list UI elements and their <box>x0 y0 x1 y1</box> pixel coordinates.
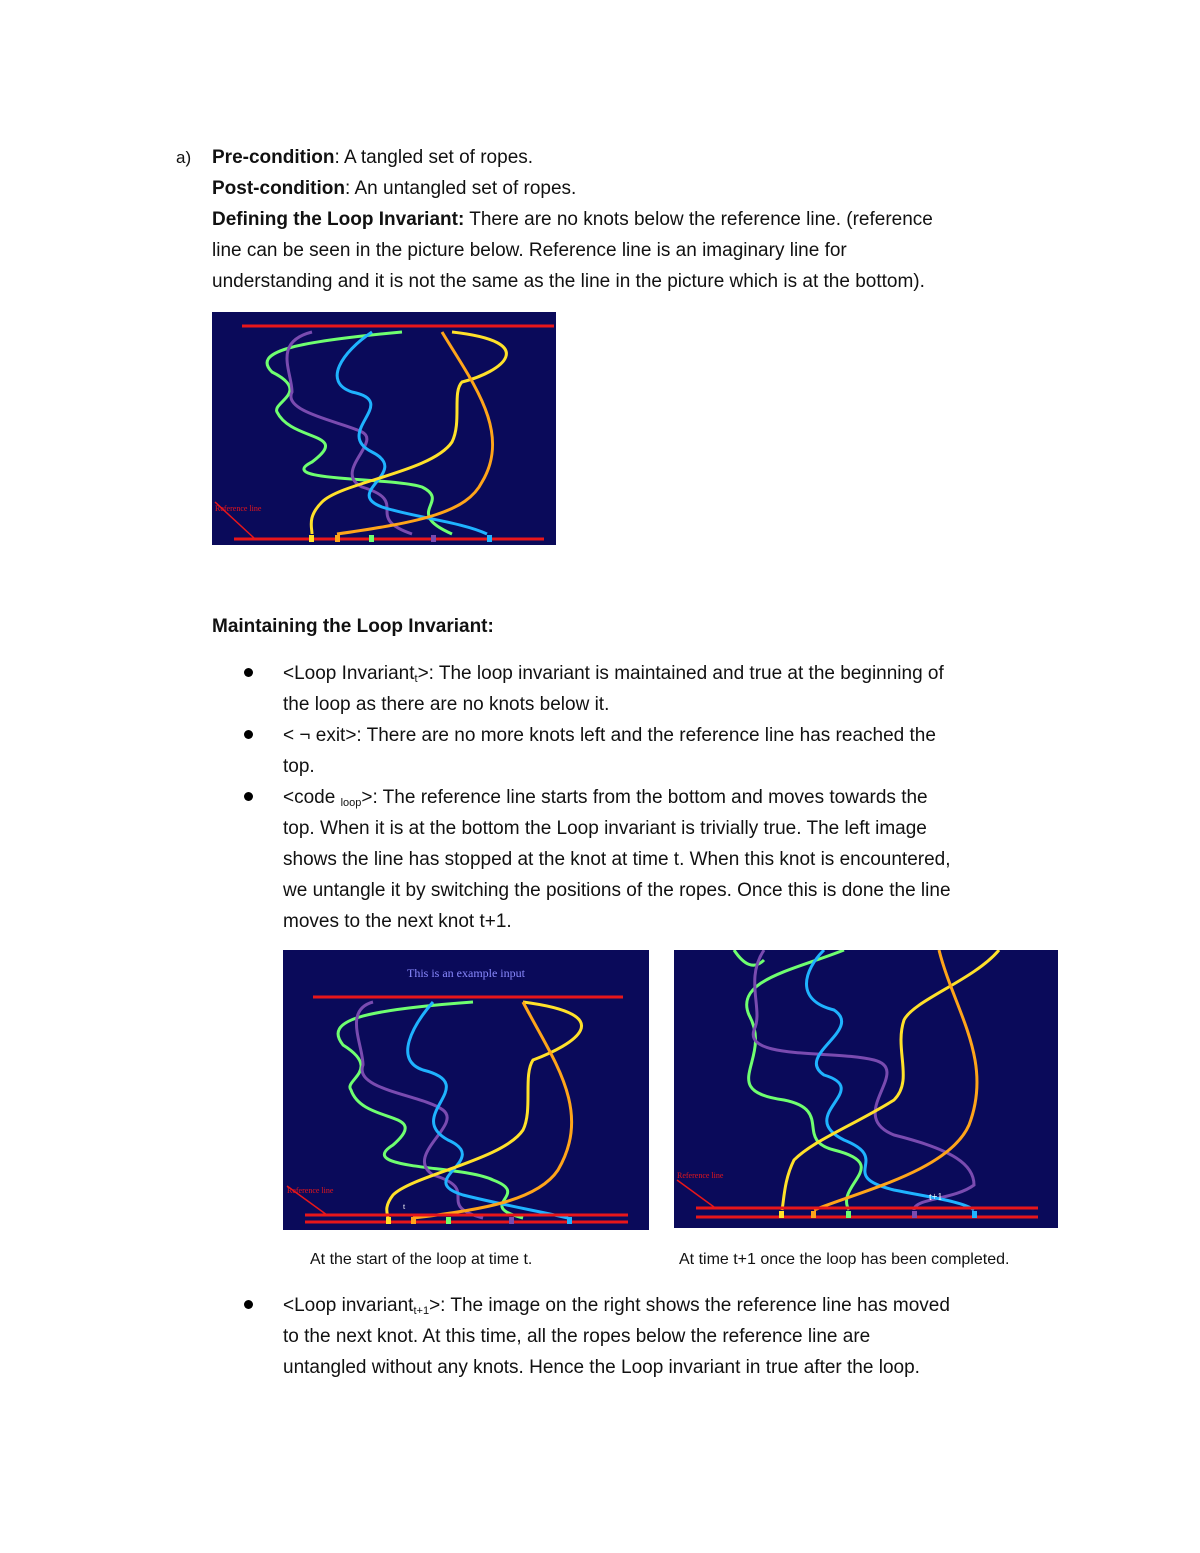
green-rope <box>338 1002 523 1218</box>
bullet-3-open: <code <box>283 787 341 808</box>
bullet-3-rest: >: The reference line starts from the bottom and moves towards the <box>361 787 928 808</box>
rope-diagram <box>283 950 649 1230</box>
green-anchor <box>846 1211 851 1218</box>
bullet-1-sub: t <box>414 673 418 685</box>
bullet-4-line-1 <box>283 1290 950 1321</box>
bullet-4-line-2: to the next knot. At this time, all the ropes below the reference line are <box>283 1326 871 1347</box>
bullet-dot <box>244 1300 253 1309</box>
orange-anchor <box>411 1217 416 1224</box>
bullet-1-rest: >: The loop invariant is maintained and true at the beginning of <box>417 663 944 684</box>
bullet-1-open: <Loop Invariant <box>283 663 415 684</box>
figure-title: This is an example input <box>407 966 525 980</box>
reference-line-label: Reference line <box>287 1186 334 1195</box>
yellow-anchor <box>779 1211 784 1218</box>
rope-figure-time-t <box>283 950 649 1230</box>
time-label: t+1 <box>929 1192 943 1203</box>
definition-text-3: understanding and it is not the same as the line in the picture which is at the bottom). <box>212 271 925 292</box>
definition-text-1: There are no knots below the reference line. (reference <box>464 209 933 230</box>
maintaining-heading: Maintaining the Loop Invariant: <box>212 616 494 637</box>
rope-figure-time-t-plus-1 <box>674 950 1058 1228</box>
label-pointer <box>677 1180 714 1207</box>
rope-figure-reference <box>212 312 556 545</box>
bullet-2-line-1: < ¬ exit>: There are no more knots left and the reference line has reached the <box>283 725 936 746</box>
caption-time-t: At the start of the loop at time t. <box>310 1251 533 1268</box>
yellow-rope <box>387 1002 582 1218</box>
yellow-anchor <box>309 535 314 542</box>
precondition-line <box>212 142 533 173</box>
orange-anchor <box>335 535 340 542</box>
caption-time-t-plus-1: At time t+1 once the loop has been completed. <box>679 1251 1010 1268</box>
bullet-4-line-3: untangled without any knots. Hence the Loop invariant in true after the loop. <box>283 1357 920 1378</box>
green-rope <box>734 950 861 1210</box>
orange-anchor <box>811 1211 816 1218</box>
bullet-1-line-2: the loop as there are no knots below it. <box>283 694 610 715</box>
reference-line-label: Reference line <box>215 504 262 513</box>
postcondition-label: Post-condition <box>212 178 345 199</box>
purple-anchor <box>912 1211 917 1218</box>
cyan-anchor <box>567 1217 572 1224</box>
bullet-3-line-3: shows the line has stopped at the knot at time t. When this knot is encountered, <box>283 849 951 870</box>
bullet-2-line-2: top. <box>283 756 315 777</box>
bullet-dot <box>244 730 253 739</box>
purple-anchor <box>431 535 436 542</box>
definition-label: Defining the Loop Invariant: <box>212 209 465 230</box>
bullet-dot <box>244 668 253 677</box>
postcondition-text: : An untangled set of ropes. <box>344 178 577 199</box>
list-marker: a) <box>176 148 192 167</box>
bullet-3-line-1 <box>283 782 928 813</box>
precondition-label: Pre-condition <box>212 147 335 168</box>
cyan-anchor <box>972 1211 977 1218</box>
green-anchor <box>446 1217 451 1224</box>
rope-diagram <box>674 950 1058 1228</box>
cyan-rope <box>337 332 487 534</box>
bullet-1-line-1 <box>283 658 944 689</box>
bullet-3-line-4: we untangle it by switching the positions of the ropes. Once this is done the line <box>283 880 951 901</box>
green-anchor <box>369 535 374 542</box>
purple-rope <box>356 1002 483 1218</box>
postcondition-line <box>212 173 576 204</box>
bullet-4-open: <Loop invariant <box>283 1295 414 1316</box>
bullet-4-sub: t+1 <box>413 1305 430 1317</box>
rope-diagram <box>212 312 556 545</box>
bullet-3-sub: loop <box>340 797 362 809</box>
bullet-3-line-2: top. When it is at the bottom the Loop invariant is trivially true. The left image <box>283 818 927 839</box>
cyan-anchor <box>487 535 492 542</box>
bullet-4-rest: >: The image on the right shows the reference line has moved <box>429 1295 950 1316</box>
bullet-3-line-5: moves to the next knot t+1. <box>283 911 512 932</box>
definition-text-2: line can be seen in the picture below. Reference line is an imaginary line for <box>212 240 847 261</box>
precondition-text: : A tangled set of ropes. <box>334 147 534 168</box>
loop-invariant-definition <box>212 204 933 235</box>
purple-anchor <box>509 1217 514 1224</box>
reference-line-label: Reference line <box>677 1171 724 1180</box>
time-label: t <box>403 1202 406 1211</box>
orange-rope <box>814 950 977 1210</box>
yellow-anchor <box>386 1217 391 1224</box>
bullet-dot <box>244 792 253 801</box>
cyan-rope <box>807 950 975 1210</box>
yellow-rope <box>782 950 999 1210</box>
